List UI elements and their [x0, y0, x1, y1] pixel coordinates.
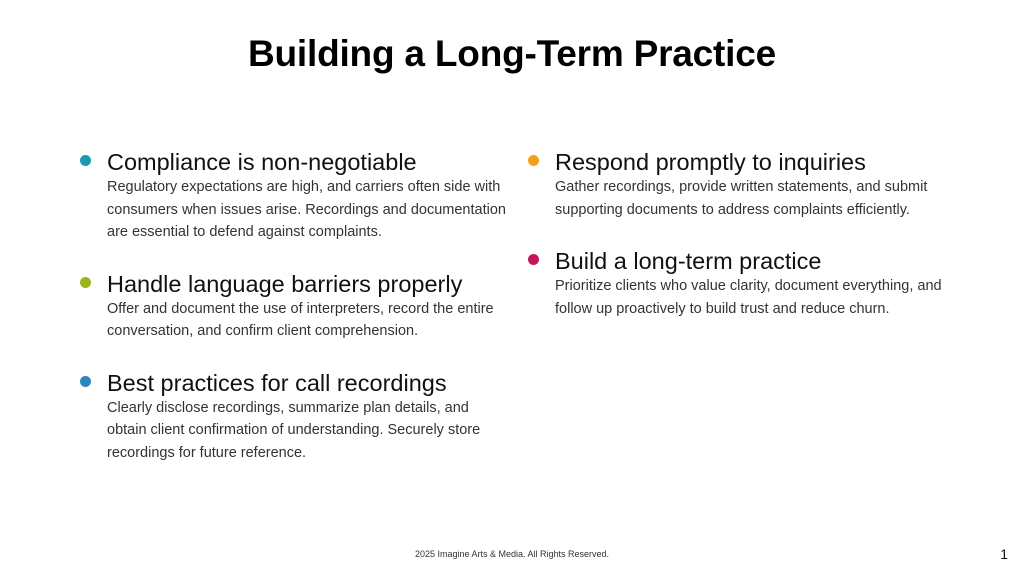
bullet-body: Prioritize clients who value clarity, document everything, and follow up proactively to build trust and reduce churn. — [555, 278, 942, 317]
bullet-heading: Compliance is non-negotiable — [107, 149, 417, 175]
page-number: 1 — [1000, 546, 1008, 562]
bullet-heading: Respond promptly to inquiries — [555, 149, 866, 175]
bullet-heading: Handle language barriers properly — [107, 270, 463, 297]
bullet-heading: Build a long-term practice — [555, 248, 822, 274]
bullet-dot-icon — [80, 376, 91, 387]
bullet-body: Regulatory expectations are high, and carriers often side with consumers when issues arise. Recordings and documentation are essential to defend against complaints. — [107, 179, 506, 240]
bullet-dot-icon — [80, 277, 91, 288]
bullet-item — [527, 148, 967, 221]
bullet-dot-icon — [528, 254, 539, 265]
bullet-item — [79, 148, 509, 244]
bullet-body: Offer and document the use of interpreters, record the entire conversation, and confirm client comprehension. — [107, 300, 494, 339]
right-column — [527, 148, 967, 320]
slide-title: Building a Long-Term Practice — [247, 33, 777, 74]
bullet-body: Gather recordings, provide written statements, and submit supporting documents to address complaints efficiently. — [555, 179, 928, 218]
bullet-dot-icon — [528, 155, 539, 166]
bullet-item — [527, 247, 967, 320]
bullet-item — [79, 270, 509, 343]
bullet-item — [79, 369, 509, 465]
bullet-body: Clearly disclose recordings, summarize plan details, and obtain client confirmation of understanding. Securely store recordings for future reference. — [107, 399, 481, 461]
bullet-heading: Best practices for call recordings — [107, 369, 447, 396]
left-column — [79, 148, 509, 464]
bullet-dot-icon — [80, 155, 91, 166]
footer-copyright: 2025 Imagine Arts & Media. All Rights Reserved. — [414, 549, 610, 559]
